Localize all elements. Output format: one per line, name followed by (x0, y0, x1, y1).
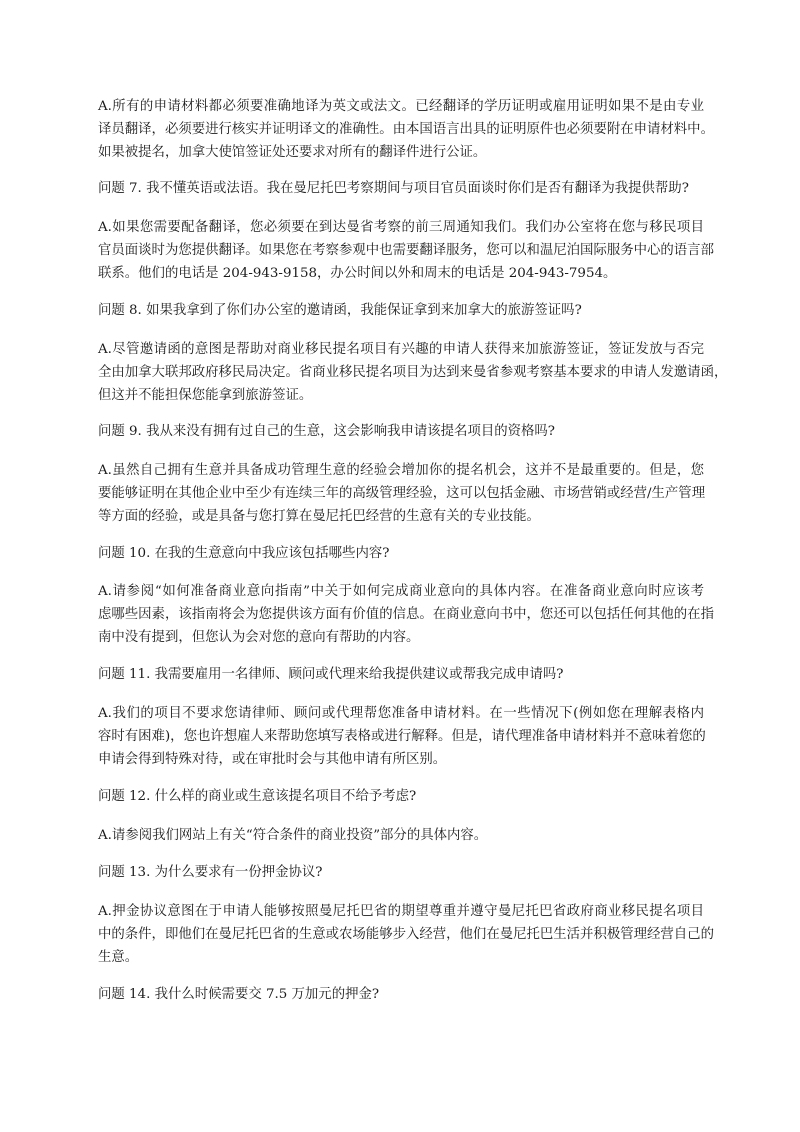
text-line: 译员翻译，必须要进行核实并证明译文的准确性。由本国语言出具的证明原件也必须要附在申请材料中。 (98, 122, 714, 137)
question-heading: 问题 14. 我什么时候需要交 7.5 万加元的押金? (98, 987, 380, 1002)
text-line: 联系。他们的电话是 204-943-9158，办公时间以外和周末的电话是 204-943-7954。 (98, 266, 617, 281)
answer-paragraph (98, 580, 714, 649)
answer-paragraph (98, 900, 714, 969)
question-heading: 问题 8. 如果我拿到了你们办公室的邀请函，我能保证拿到来加拿大的旅游签证吗? (98, 303, 582, 318)
answer-paragraph (98, 459, 704, 528)
text-line: 申请会得到特殊对待，或在审批时会与其他申请有所区别。 (98, 752, 447, 767)
text-line: A.请参阅我们网站上有关“符合条件的商业投资”部分的具体内容。 (98, 828, 488, 843)
text-line: A.押金协议意图在于申请人能够按照曼尼托巴省的期望尊重并遵守曼尼托巴省政府商业移民提名项目 (98, 904, 704, 919)
text-line: 容时有困难)，您也许想雇人来帮助您填写表格或进行解释。但是，请代理准备申请材料并不意味着您的 (98, 729, 706, 744)
text-line: 要能够证明在其他企业中至少有连续三年的高级管理经验，这可以包括金融、市场营销或经营/生产管理 (98, 486, 706, 501)
text-line: 中的条件，即他们在曼尼托巴省的生意或农场能够步入经营，他们在曼尼托巴生活并积极管理经营自己的 (98, 927, 714, 942)
question-heading: 问题 9. 我从来没有拥有过自己的生意，这会影响我申请该提名项目的资格吗? (98, 424, 555, 439)
answer-paragraph (98, 216, 714, 285)
question-heading: 问题 7. 我不懂英语或法语。我在曼尼托巴考察期间与项目官员面谈时你们是否有翻译为我提供帮助? (98, 181, 689, 196)
answer-paragraph (98, 95, 714, 164)
question-heading: 问题 13. 为什么要求有一份押金协议? (98, 865, 323, 880)
answer-paragraph (98, 702, 704, 771)
text-line: 如果被提名，加拿大使馆签证处还要求对所有的翻译件进行公证。 (98, 145, 487, 160)
text-line: 虑哪些因素，该指南将会为您提供该方面有价值的信息。在商业意向书中，您还可以包括任何其他的在指 (98, 607, 714, 622)
text-line: A.请参阅“如何准备商业意向指南”中关于如何完成商业意向的具体内容。在准备商业意向时应该考 (98, 584, 704, 599)
answer-paragraph (98, 338, 728, 407)
question-heading: 问题 12. 什么样的商业或生意该提名项目不给予考虑? (98, 789, 417, 804)
text-line: A.尽管邀请函的意图是帮助对商业移民提名项目有兴趣的申请人获得来加旅游签证，签证发放与否完 (98, 342, 704, 357)
text-line: 生意。 (98, 950, 139, 965)
text-line: 等方面的经验，或是具备与您打算在曼尼托巴经营的生意有关的专业技能。 (98, 509, 540, 524)
answer-paragraph (98, 824, 704, 847)
text-line: 官员面谈时为您提供翻译。如果您在考察参观中也需要翻译服务，您可以和温尼泊国际服务中心的语言部 (98, 243, 714, 258)
question-heading: 问题 11. 我需要雇用一名律师、顾问或代理来给我提供建议或帮我完成申请吗? (98, 667, 564, 682)
text-line: A.如果您需要配备翻译，您必须要在到达曼省考察的前三周通知我们。我们办公室将在您与移民项目 (98, 220, 704, 235)
text-line: 南中没有提到，但您认为会对您的意向有帮助的内容。 (98, 630, 420, 645)
text-line: 全由加拿大联邦政府移民局决定。省商业移民提名项目为达到来曼省参观考察基本要求的申请人发邀请函， (98, 365, 728, 380)
text-line: 但这并不能担保您能拿到旅游签证。 (98, 388, 313, 403)
question-heading: 问题 10. 在我的生意意向中我应该包括哪些内容? (98, 546, 390, 561)
text-line: A.我们的项目不要求您请律师、顾问或代理帮您准备申请材料。在一些情况下(例如您在理解表格内 (98, 706, 704, 721)
text-line: A.虽然自己拥有生意并具备成功管理生意的经验会增加你的提名机会，这并不是最重要的。但是，您 (98, 463, 704, 478)
text-line: A.所有的申请材料都必须要准确地译为英文或法文。已经翻译的学历证明或雇用证明如果不是由专业 (98, 99, 704, 114)
